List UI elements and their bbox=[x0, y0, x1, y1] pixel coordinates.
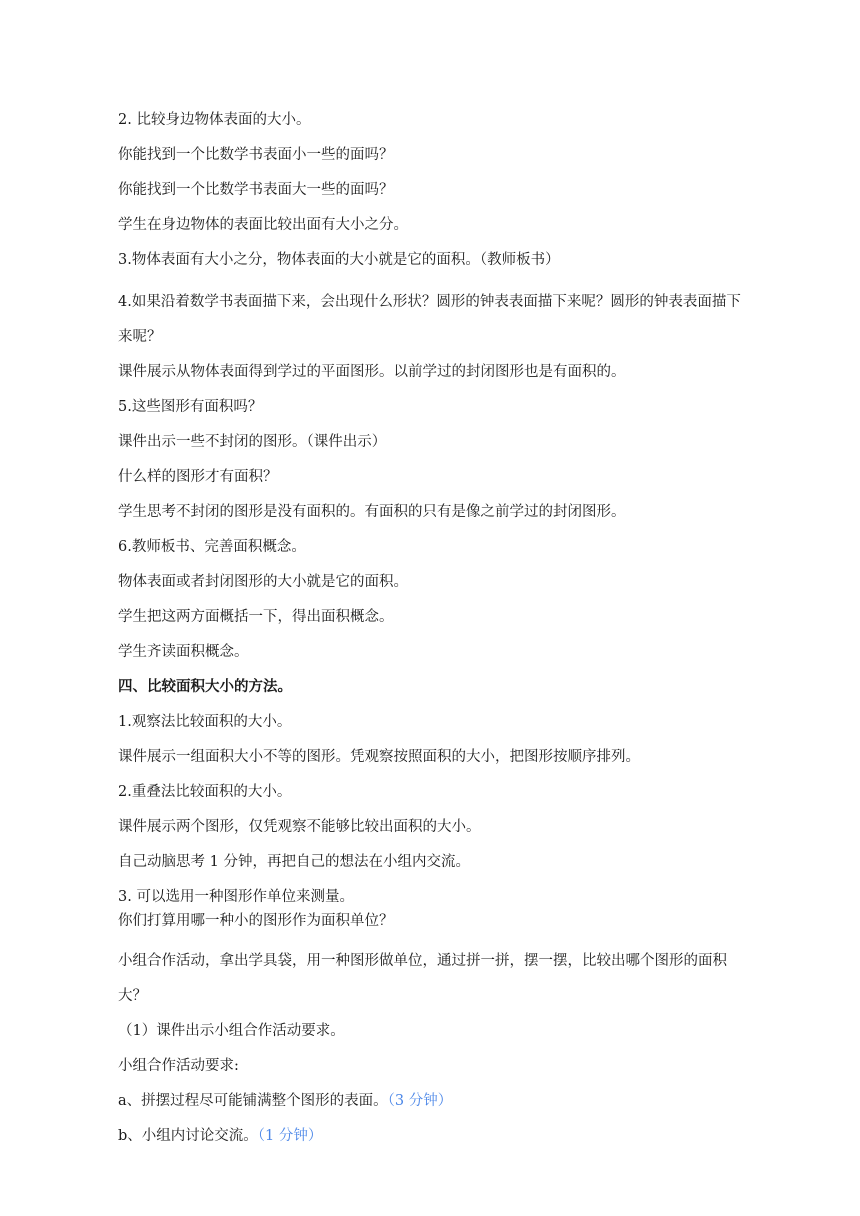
paragraph-activity-requirements-intro: （1）课件出示小组合作活动要求。 bbox=[118, 1023, 345, 1039]
requirement-a-text: a、拼摆过程尽可能铺满整个图形的表面。 bbox=[118, 1093, 388, 1109]
paragraph-compare-surfaces: 2. 比较身边物体表面的大小。 bbox=[118, 112, 311, 128]
paragraph-student-think: 学生思考不封闭的图形是没有面积的。有面积的只有是像之前学过的封闭图形。 bbox=[118, 504, 626, 520]
paragraph-question-smaller: 你能找到一个比数学书表面小一些的面吗？ bbox=[118, 147, 394, 163]
paragraph-overlap-task: 课件展示两个图形，仅凭观察不能够比较出面积的大小。 bbox=[118, 819, 481, 835]
paragraph-summarize: 学生把这两方面概括一下，得出面积概念。 bbox=[118, 609, 394, 625]
paragraph-observation-method: 1.观察法比较面积的大小。 bbox=[118, 714, 292, 730]
requirement-a-time: （3 分钟） bbox=[387, 1093, 453, 1109]
paragraph-group-activity: 小组合作活动，拿出学具袋，用一种图形做单位，通过拼一拼，摆一摆，比较出哪个图形的面积大？ bbox=[118, 953, 727, 1004]
paragraph-teacher-board: 6.教师板书、完善面积概念。 bbox=[118, 539, 306, 555]
requirement-b-time: （1 分钟） bbox=[257, 1128, 323, 1144]
section-heading-compare-methods: 四、比较面积大小的方法。 bbox=[118, 678, 292, 695]
document-body bbox=[118, 110, 748, 1161]
paragraph-area-definition: 3.物体表面有大小之分，物体表面的大小就是它的面积。（教师板书） bbox=[118, 252, 560, 268]
paragraph-overlap-method: 2.重叠法比较面积的大小。 bbox=[118, 784, 292, 800]
paragraph-which-unit: 你们打算用哪一种小的图形作为面积单位？ bbox=[118, 913, 394, 929]
paragraph-question-larger: 你能找到一个比数学书表面大一些的面吗？ bbox=[118, 182, 394, 198]
paragraph-activity-requirements: 小组合作活动要求: bbox=[118, 1058, 239, 1074]
paragraph-student-compare: 学生在身边物体的表面比较出面有大小之分。 bbox=[118, 217, 408, 233]
paragraph-area-concept: 物体表面或者封闭图形的大小就是它的面积。 bbox=[118, 574, 408, 590]
requirement-b-text: b、小组内讨论交流。 bbox=[118, 1128, 258, 1144]
paragraph-shapes-have-area: 5.这些图形有面积吗？ bbox=[118, 399, 263, 415]
paragraph-observation-task: 课件展示一组面积大小不等的图形。凭观察按照面积的大小，把图形按顺序排列。 bbox=[118, 749, 640, 765]
paragraph-courseware-shapes: 课件展示从物体表面得到学过的平面图形。以前学过的封闭图形也是有面积的。 bbox=[118, 364, 626, 380]
paragraph-open-shapes: 课件出示一些不封闭的图形。（课件出示） bbox=[118, 434, 387, 450]
paragraph-which-shapes: 什么样的图形才有面积？ bbox=[118, 469, 278, 485]
paragraph-trace-shapes: 4.如果沿着数学书表面描下来，会出现什么形状？圆形的钟表表面描下来呢？圆形的钟表表面描下来呢？ bbox=[118, 294, 741, 345]
paragraph-read-aloud: 学生齐读面积概念。 bbox=[118, 644, 249, 660]
paragraph-requirement-b bbox=[118, 1126, 748, 1146]
paragraph-unit-method: 3. 可以选用一种图形作单位来测量。 bbox=[118, 889, 354, 905]
paragraph-think-minute: 自己动脑思考 1 分钟，再把自己的想法在小组内交流。 bbox=[118, 854, 470, 870]
paragraph-requirement-a bbox=[118, 1091, 748, 1111]
